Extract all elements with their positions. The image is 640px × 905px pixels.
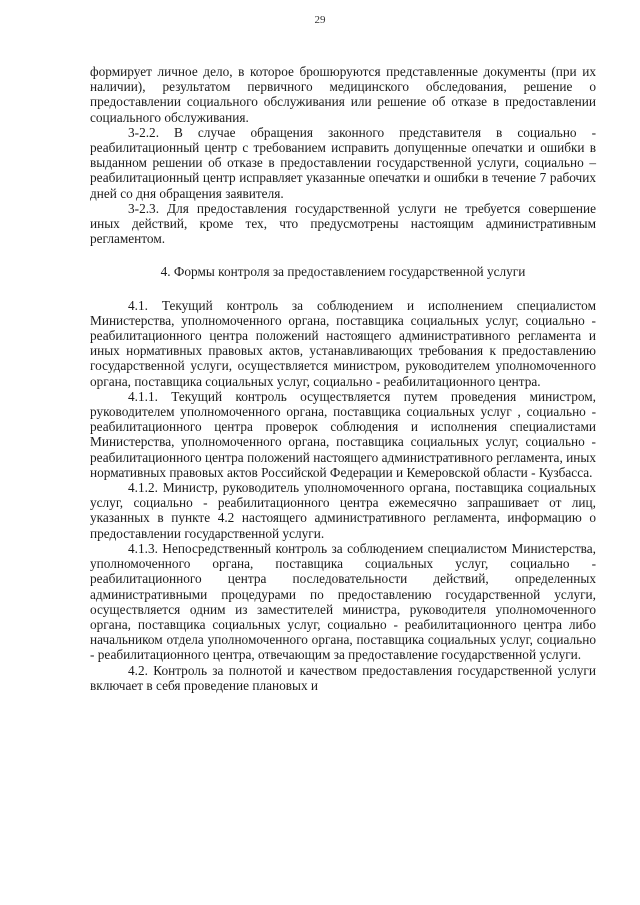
- section-heading: 4. Формы контроля за предоставлением государственной услуги: [160, 264, 526, 280]
- paragraph: 4.1.1. Текущий контроль осуществляется путем проведения министром, руководителем уполномоченного органа, поставщика социальных услуг , социально - реабилитационного центра проверок соблюдения и исполнения специалистами Министерства, уполномоченного органа, поставщика социальных услуг, социально - реабилитационного центра положений настоящего административного регламента, иных нормативных правовых актов Российской Федерации и Кемеровской области - Кузбасса.: [90, 388, 596, 480]
- paragraph: 4.2. Контроль за полнотой и качеством предоставления государственной услуги включает в себя проведение плановых и: [90, 662, 596, 693]
- paragraph: 4.1.2. Министр, руководитель уполномоченного органа, поставщика социальных услуг, социально - реабилитационного центра ежемесячно запрашивает от лиц, указанных в пункте 4.2 настоящего административного регламента, информацию о предоставлении государственной услуги.: [90, 480, 596, 541]
- paragraph: 4.1.3. Непосредственный контроль за соблюдением специалистом Министерства, уполномоченного органа, поставщика социальных услуг, социально - реабилитационного центра последовательности действий, определенных административными процедурами по предоставлению государственной услуги, осуществляется одним из заместителей министра, руководителя уполномоченного органа, поставщика социальных услуг, социально - реабилитационного центра либо начальником отдела уполномоченного органа, поставщика социальных услуг, социально - реабилитационного центра, отвечающим за предоставление государственной услуги.: [90, 540, 596, 663]
- paragraph: 3-2.2. В случае обращения законного представителя в социально - реабилитационный центр с требованием исправить допущенные опечатки и ошибки в выданном решении об отказе в предоставлении государственной услуги, социально – реабилитационный центр исправляет указанные опечатки и ошибки в течение 7 рабочих дней со дня обращения заявителя.: [90, 124, 596, 201]
- page-number: 29: [314, 14, 326, 26]
- paragraph: формирует личное дело, в которое брошюруются представленные документы (при их наличии), результатом первичного медицинского обследования, решение о предоставлении социального обслуживания или решение об отказе в предоставлении социального обслуживания.: [90, 64, 596, 125]
- document-body: [90, 64, 596, 693]
- paragraph: 3-2.3. Для предоставления государственной услуги не требуется совершение иных действий, кроме тех, что предусмотрены настоящим административным регламентом.: [90, 200, 596, 247]
- paragraph: 4.1. Текущий контроль за соблюдением и исполнением специалистом Министерства, уполномоченного органа, поставщика социальных услуг, социально - реабилитационного центра положений настоящего административного регламента и иных нормативных правовых актов, устанавливающих требования к предоставлению государственной услуги, осуществляется министром, руководителем уполномоченного органа, поставщика социальных услуг, социально - реабилитационного центра.: [90, 297, 596, 389]
